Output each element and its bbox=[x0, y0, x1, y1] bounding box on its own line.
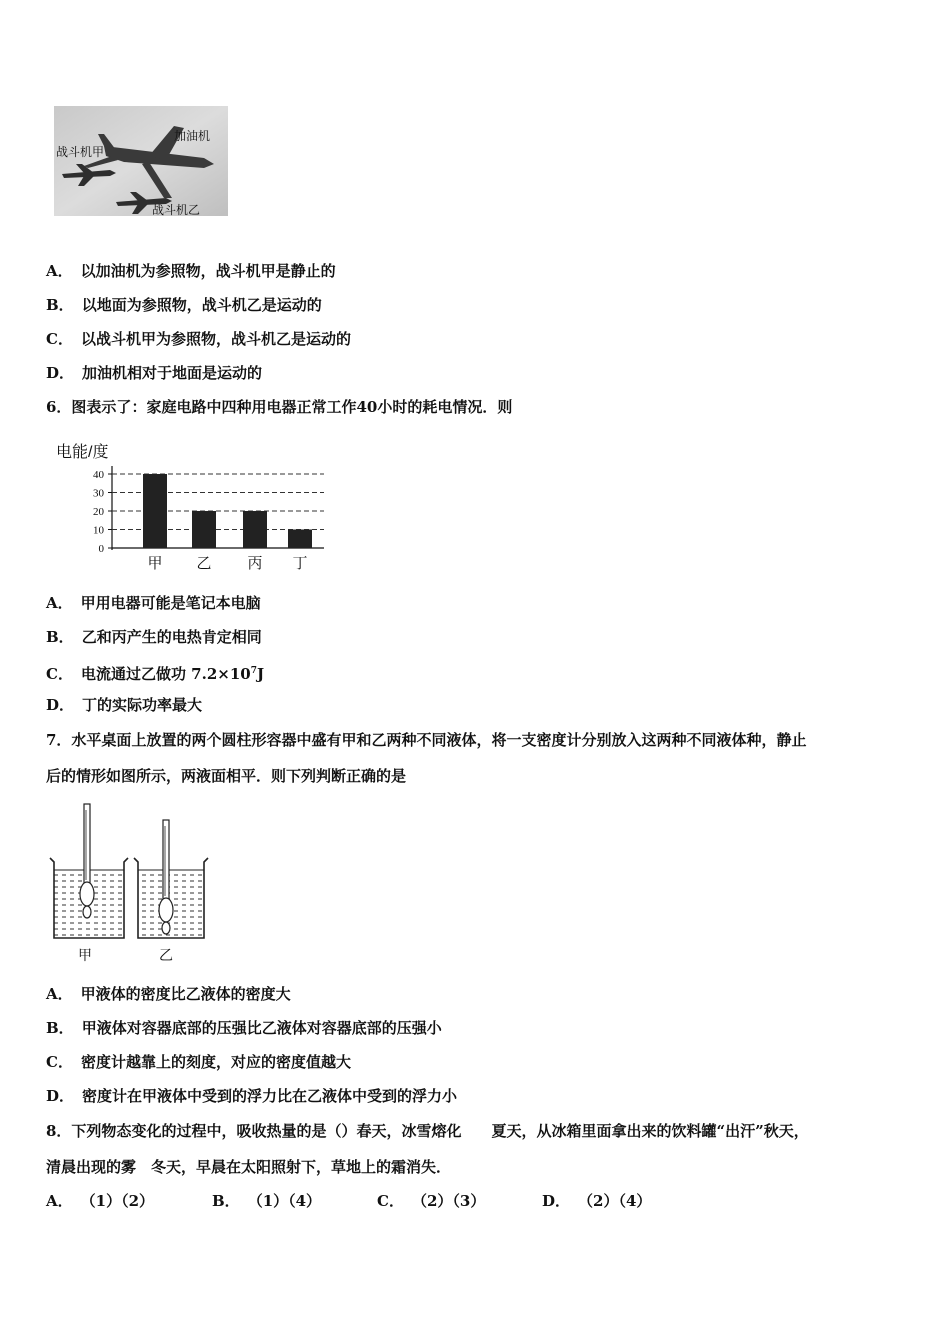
chart-ylabel: 电能/度 bbox=[56, 444, 109, 461]
q7-option-a bbox=[46, 984, 291, 1004]
q7-option-d bbox=[46, 1086, 457, 1106]
q7-stem-line-1: 7．水平桌面上放置的两个圆柱形容器中盛有甲和乙两种不同液体，将一支密度计分别放入这两种不同液体种，静止 bbox=[46, 731, 807, 749]
refuel-photo bbox=[54, 106, 228, 216]
q7-stem-line-2: 后的情形如图所示，两液面相平．则下列判断正确的是 bbox=[46, 767, 407, 785]
x-category-label: 甲 bbox=[147, 555, 163, 572]
q8-stem-line-1: 8．下列物态变化的过程中，吸收热量的是（）春天，冰雪熔化 夏天，从冰箱里面拿出来的饮料罐“出汗”秋天， bbox=[46, 1122, 809, 1140]
option-text: （1）（4） bbox=[247, 1192, 322, 1210]
option-exponent: 7 bbox=[250, 666, 257, 676]
option-label: D． bbox=[542, 1192, 571, 1210]
chart-svg bbox=[54, 438, 334, 574]
q5-option-c bbox=[46, 329, 351, 349]
option-text: 加油机相对于地面是运动的 bbox=[82, 364, 263, 382]
option-label: A． bbox=[46, 1192, 73, 1210]
option-text: 以地面为参照物，战斗机乙是运动的 bbox=[81, 296, 322, 314]
option-text: （2）（4） bbox=[578, 1192, 652, 1210]
y-tick-label: 30 bbox=[93, 487, 104, 500]
option-text: 甲用电器可能是笔记本电脑 bbox=[80, 594, 261, 612]
option-label: D． bbox=[46, 1087, 75, 1105]
option-label: C． bbox=[46, 330, 73, 348]
option-label: D． bbox=[46, 364, 75, 382]
x-category-label: 丁 bbox=[292, 555, 308, 572]
label-tanker: 加油机 bbox=[174, 129, 211, 143]
option-label: B． bbox=[46, 628, 74, 646]
y-tick-label: 0 bbox=[98, 543, 104, 555]
q6-option-c bbox=[46, 661, 264, 684]
y-tick-label: 10 bbox=[93, 524, 104, 537]
beaker-label-right: 乙 bbox=[159, 947, 173, 963]
option-text: （2）（3） bbox=[411, 1192, 486, 1210]
y-tick-label: 20 bbox=[93, 506, 104, 518]
hydrometer-left-icon bbox=[80, 804, 94, 918]
beaker-label-left: 甲 bbox=[78, 947, 92, 963]
option-text: 丁的实际功率最大 bbox=[82, 696, 203, 714]
option-label: A． bbox=[46, 594, 73, 612]
q7-option-c bbox=[46, 1052, 351, 1072]
option-text: （1）（2） bbox=[80, 1192, 155, 1210]
hydrometer-graphic bbox=[46, 800, 216, 966]
q6-stem: 6．图表示了：家庭电路中四种用电器正常工作40小时的耗电情况．则 bbox=[46, 398, 513, 416]
option-text: 以加油机为参照物，战斗机甲是静止的 bbox=[80, 262, 336, 280]
option-label: B． bbox=[46, 1019, 74, 1037]
option-label: D． bbox=[46, 696, 75, 714]
q8-option-a bbox=[46, 1191, 154, 1211]
bar-2 bbox=[243, 511, 267, 548]
energy-bar-chart bbox=[54, 438, 334, 574]
q6-option-d bbox=[46, 695, 202, 715]
q5-option-d bbox=[46, 363, 262, 383]
option-text: 甲液体的密度比乙液体的密度大 bbox=[80, 985, 291, 1003]
hydrometer-figure bbox=[46, 800, 216, 966]
q8-option-c bbox=[377, 1191, 485, 1211]
option-label: A． bbox=[46, 985, 73, 1003]
label-fighter-a: 战斗机甲 bbox=[56, 145, 105, 159]
q8-option-d bbox=[542, 1191, 651, 1211]
option-text: 以战斗机甲为参照物，战斗机乙是运动的 bbox=[80, 330, 351, 348]
option-text: 密度计在甲液体中受到的浮力比在乙液体中受到的浮力小 bbox=[82, 1087, 458, 1105]
option-text: 密度计越靠上的刻度，对应的密度值越大 bbox=[80, 1053, 351, 1071]
bar-3 bbox=[288, 530, 312, 549]
q6-option-a bbox=[46, 593, 261, 613]
option-text: 乙和丙产生的电热肯定相同 bbox=[81, 628, 262, 646]
option-label: C． bbox=[377, 1192, 404, 1210]
y-tick-label: 40 bbox=[93, 469, 104, 481]
option-text-before: 电流通过乙做功 7.2×10 bbox=[80, 665, 251, 683]
beaker-right-icon bbox=[134, 820, 208, 938]
q6-option-b bbox=[46, 627, 262, 647]
q7-option-b bbox=[46, 1018, 442, 1038]
x-category-label: 丙 bbox=[247, 555, 263, 572]
label-fighter-b: 战斗机乙 bbox=[152, 203, 201, 216]
q8-option-b bbox=[212, 1191, 321, 1211]
refuel-photo-graphic bbox=[54, 106, 228, 216]
bar-1 bbox=[192, 511, 216, 548]
option-label: C． bbox=[46, 1053, 73, 1071]
q5-option-a bbox=[46, 261, 336, 281]
option-text-after: J bbox=[256, 665, 265, 683]
option-label: C． bbox=[46, 665, 73, 683]
x-category-label: 乙 bbox=[196, 555, 212, 572]
beaker-left-icon bbox=[50, 804, 128, 938]
option-label: B． bbox=[46, 296, 74, 314]
bar-0 bbox=[143, 474, 167, 548]
option-text: 甲液体对容器底部的压强比乙液体对容器底部的压强小 bbox=[81, 1019, 442, 1037]
q8-stem-line-2: 清晨出现的雾 冬天，早晨在太阳照射下，草地上的霜消失． bbox=[46, 1158, 452, 1176]
option-label: A． bbox=[46, 262, 73, 280]
q5-option-b bbox=[46, 295, 322, 315]
option-label: B． bbox=[212, 1192, 240, 1210]
